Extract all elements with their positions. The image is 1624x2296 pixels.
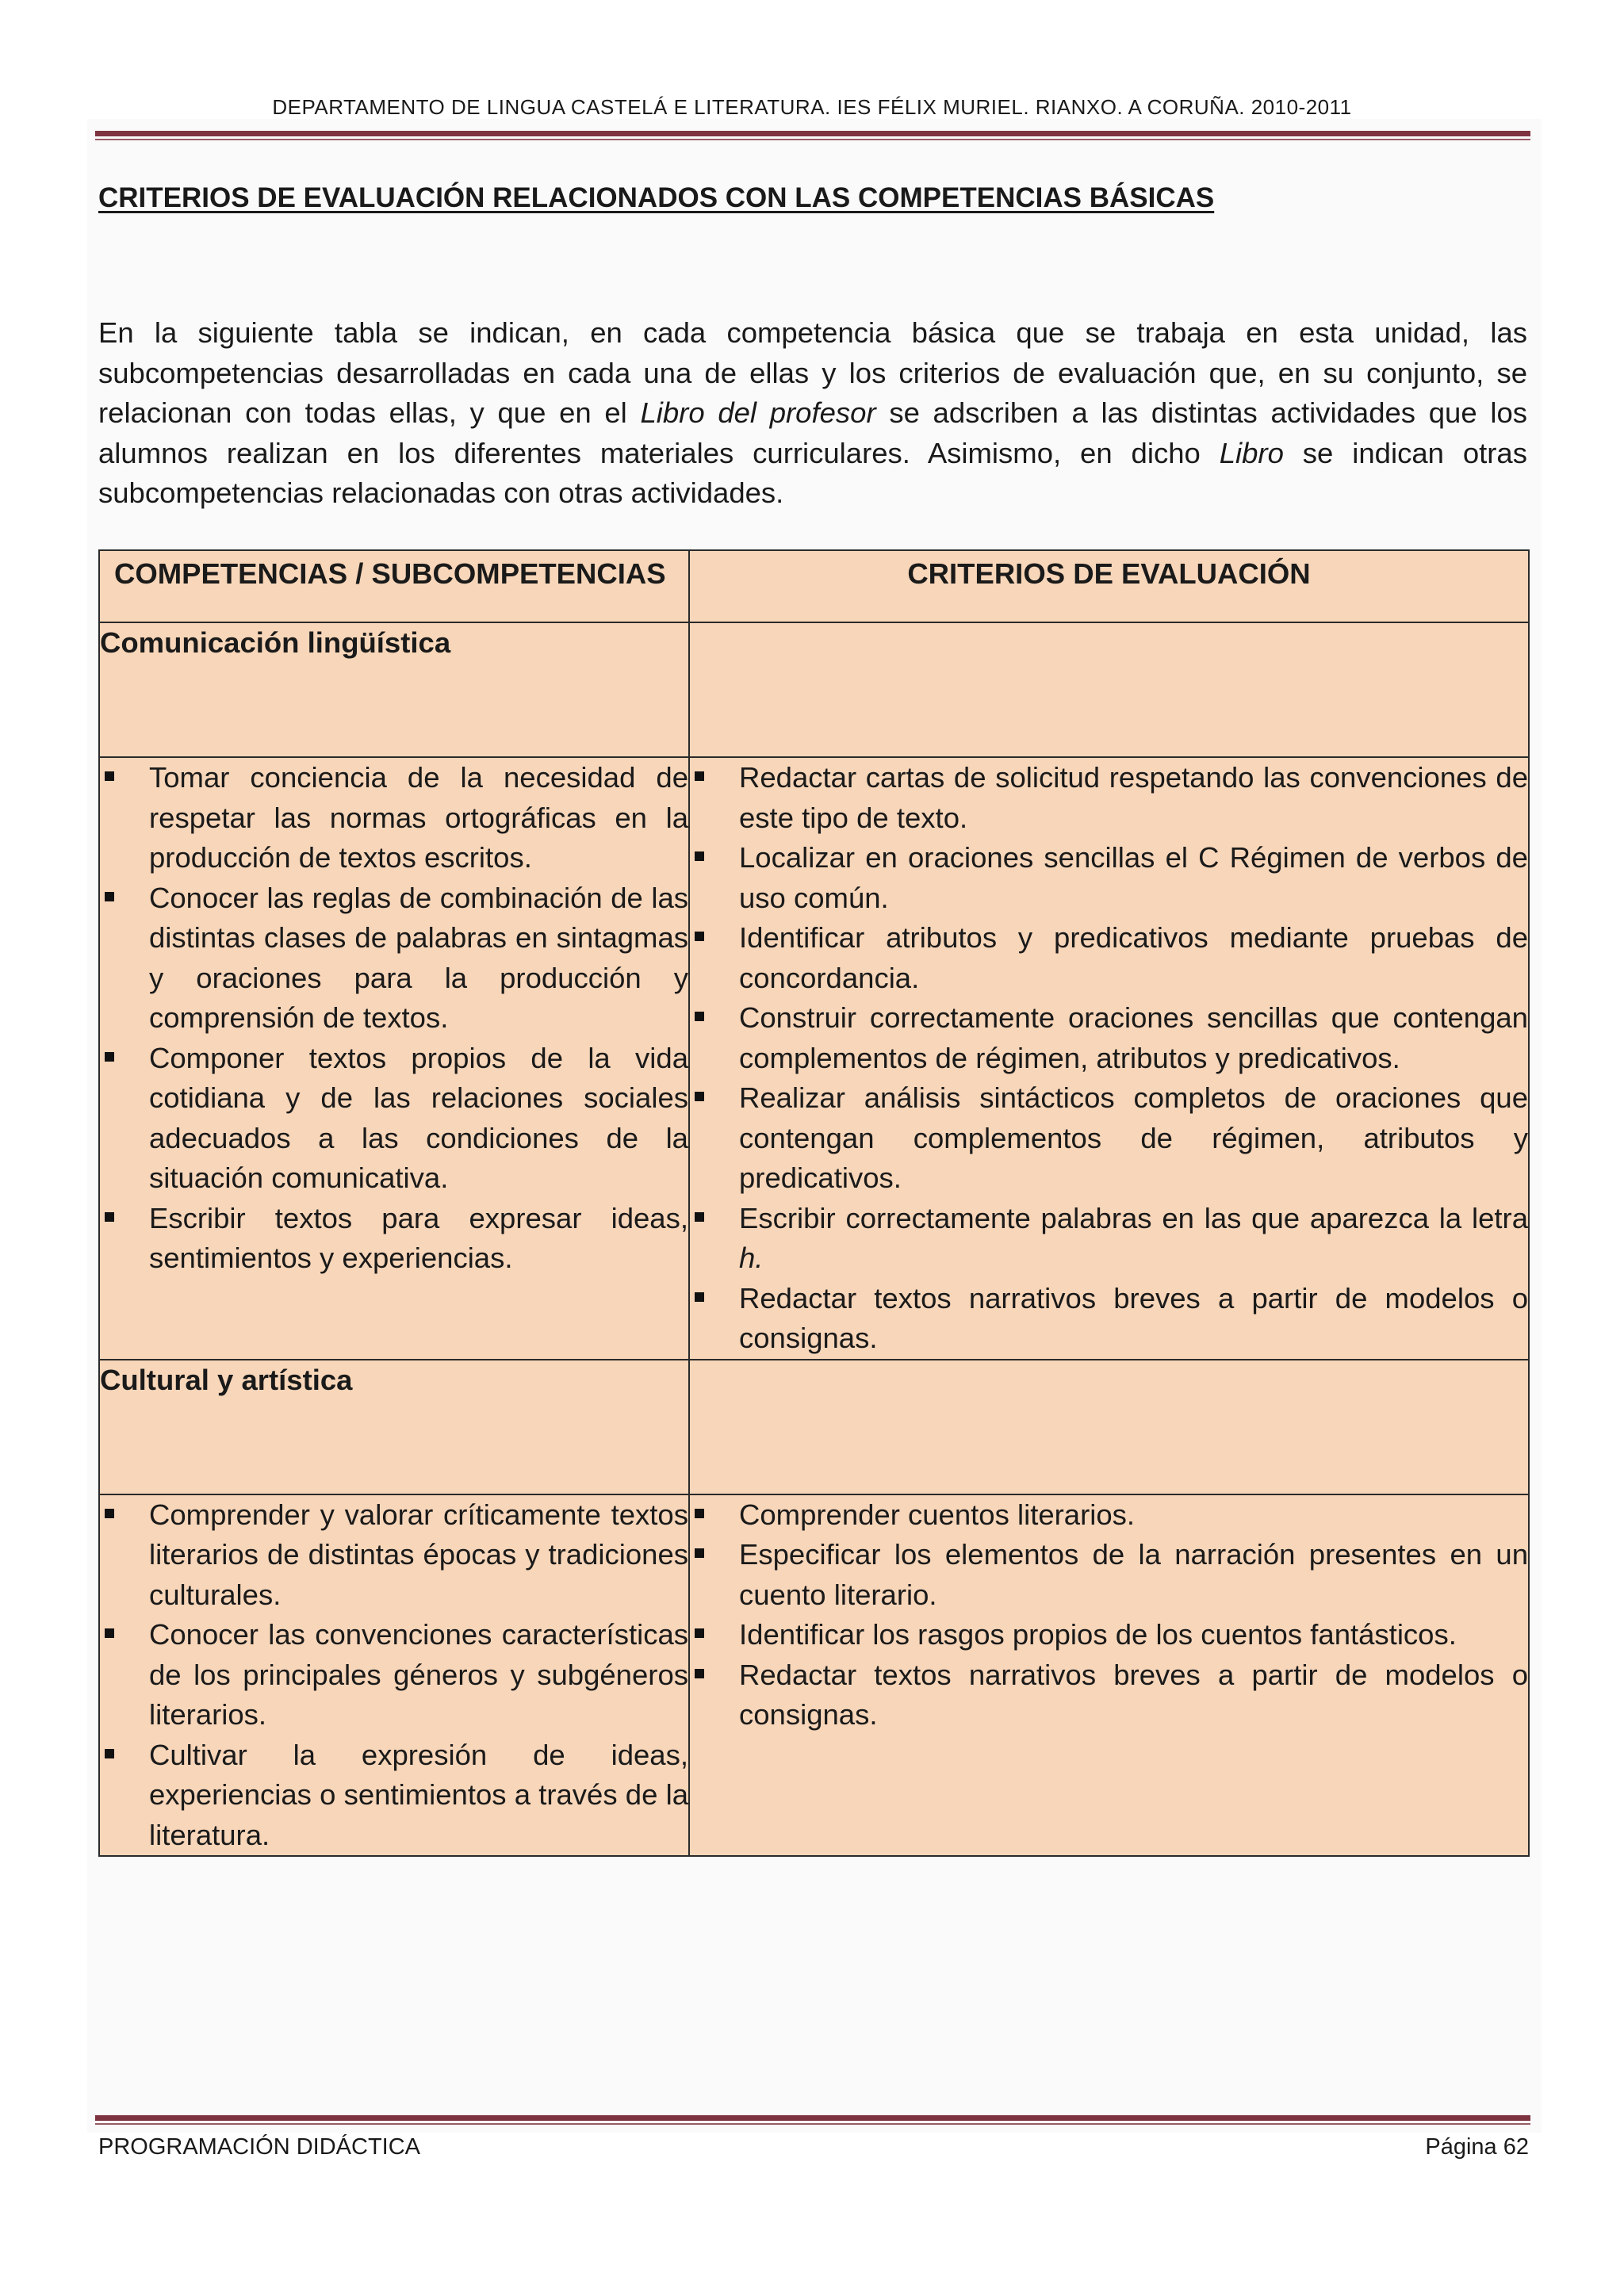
list-item: Identificar los rasgos propios de los cuentos fantásticos.: [690, 1615, 1528, 1655]
list-item: Redactar cartas de solicitud respetando las convenciones de este tipo de texto.: [690, 758, 1528, 838]
bullet-icon: [105, 1628, 114, 1638]
bullet-icon: [695, 771, 704, 781]
criteria-table: [98, 549, 1530, 1857]
criterios-cell: [689, 757, 1529, 1360]
list-item: Tomar conciencia de la necesidad de respetar las normas ortográficas en la producción de textos escritos.: [100, 758, 688, 878]
list-item: Localizar en oraciones sencillas el C Régimen de verbos de uso común.: [690, 838, 1528, 918]
section-empty-cell: [689, 622, 1529, 757]
section-title-comunicacion: Comunicación lingüística: [99, 622, 689, 757]
bullet-icon: [695, 1012, 704, 1021]
list-item: Conocer las convenciones características de los principales géneros y subgéneros literarios.: [100, 1615, 688, 1735]
list-item: Redactar textos narrativos breves a partir de modelos o consignas.: [690, 1655, 1528, 1735]
list-item: Escribir textos para expresar ideas, sentimientos y experiencias.: [100, 1199, 688, 1279]
list-item: Conocer las reglas de combinación de las distintas clases de palabras en sintagmas y oraciones para la producción y comprensión de textos.: [100, 878, 688, 1039]
bullet-icon: [695, 1092, 704, 1101]
intro-emphasis-libro-profesor: Libro del profesor: [640, 396, 876, 429]
bullet-icon: [695, 1292, 704, 1302]
column-header-competencias: COMPETENCIAS / SUBCOMPETENCIAS: [99, 550, 689, 622]
list-item: Comprender y valorar críticamente textos literarios de distintas épocas y tradiciones culturales.: [100, 1495, 688, 1616]
list-item: Construir correctamente oraciones sencillas que contengan complementos de régimen, atributos y predicativos.: [690, 998, 1528, 1078]
list-item: Componer textos propios de la vida cotidiana y de las relaciones sociales adecuados a las condiciones de la situación comunicativa.: [100, 1039, 688, 1199]
subcompetencias-cell: [99, 1494, 689, 1857]
section-row-comunicacion: [99, 622, 1529, 757]
header-rule: [95, 131, 1530, 140]
bullet-icon: [105, 1509, 114, 1518]
list-item: Identificar atributos y predicativos mediante pruebas de concordancia.: [690, 918, 1528, 998]
list-item: Realizar análisis sintácticos completos de oraciones que contengan complementos de régimen, atributos y predicativos.: [690, 1078, 1528, 1199]
section-row-cultural: [99, 1360, 1529, 1494]
bullet-icon: [695, 1509, 704, 1518]
intro-paragraph: En la siguiente tabla se indican, en cada competencia básica que se trabaja en esta unidad, las subcompetencias desarrolladas en cada una de ellas y los criterios de evaluación que, en su conjunto, se relacionan con todas ellas, y que en el Libro del profesor se adscriben a las distintas actividades que los alumnos realizan en los diferentes materiales curriculares. Asimismo, en dicho Libro se indican otras subcompetencias relacionadas con otras actividades.: [98, 316, 1527, 509]
bullet-icon: [105, 892, 114, 901]
criterios-cell: [689, 1494, 1529, 1857]
section-empty-cell: [689, 1360, 1529, 1494]
section-title-cultural: Cultural y artística: [99, 1360, 689, 1494]
bullet-icon: [695, 932, 704, 941]
bullet-icon: [105, 771, 114, 781]
bullet-icon: [695, 851, 704, 861]
bullet-icon: [695, 1628, 704, 1638]
column-header-criterios: CRITERIOS DE EVALUACIÓN: [689, 550, 1529, 622]
list-item: Escribir correctamente palabras en las que aparezca la letra h.: [690, 1199, 1528, 1279]
bullet-icon: [695, 1212, 704, 1222]
list-item: Especificar los elementos de la narración presentes en un cuento literario.: [690, 1535, 1528, 1615]
list-item: Cultivar la expresión de ideas, experiencias o sentimientos a través de la literatura.: [100, 1735, 688, 1856]
table-header-row: [99, 550, 1529, 622]
footer-title: PROGRAMACIÓN DIDÁCTICA: [98, 2134, 421, 2160]
subcompetencias-cell: [99, 757, 689, 1360]
list-item: Redactar textos narrativos breves a partir de modelos o consignas.: [690, 1279, 1528, 1359]
footer-rule: [95, 2115, 1530, 2125]
content-row-cultural: [99, 1494, 1529, 1857]
page-number: Página 62: [1425, 2134, 1529, 2160]
bullet-icon: [105, 1212, 114, 1222]
running-header: DEPARTAMENTO DE LINGUA CASTELÁ E LITERATURA. IES FÉLIX MURIEL. RIANXO. A CORUÑA. 2010-2011: [272, 95, 1352, 119]
bullet-icon: [105, 1052, 114, 1062]
section-title: CRITERIOS DE EVALUACIÓN RELACIONADOS CON LAS COMPETENCIAS BÁSICAS: [98, 182, 1215, 213]
bullet-icon: [695, 1548, 704, 1558]
list-item: Comprender cuentos literarios.: [690, 1495, 1528, 1536]
intro-emphasis-libro: Libro: [1219, 436, 1284, 469]
content-row-comunicacion: [99, 757, 1529, 1360]
bullet-icon: [695, 1669, 704, 1678]
bullet-icon: [105, 1749, 114, 1758]
